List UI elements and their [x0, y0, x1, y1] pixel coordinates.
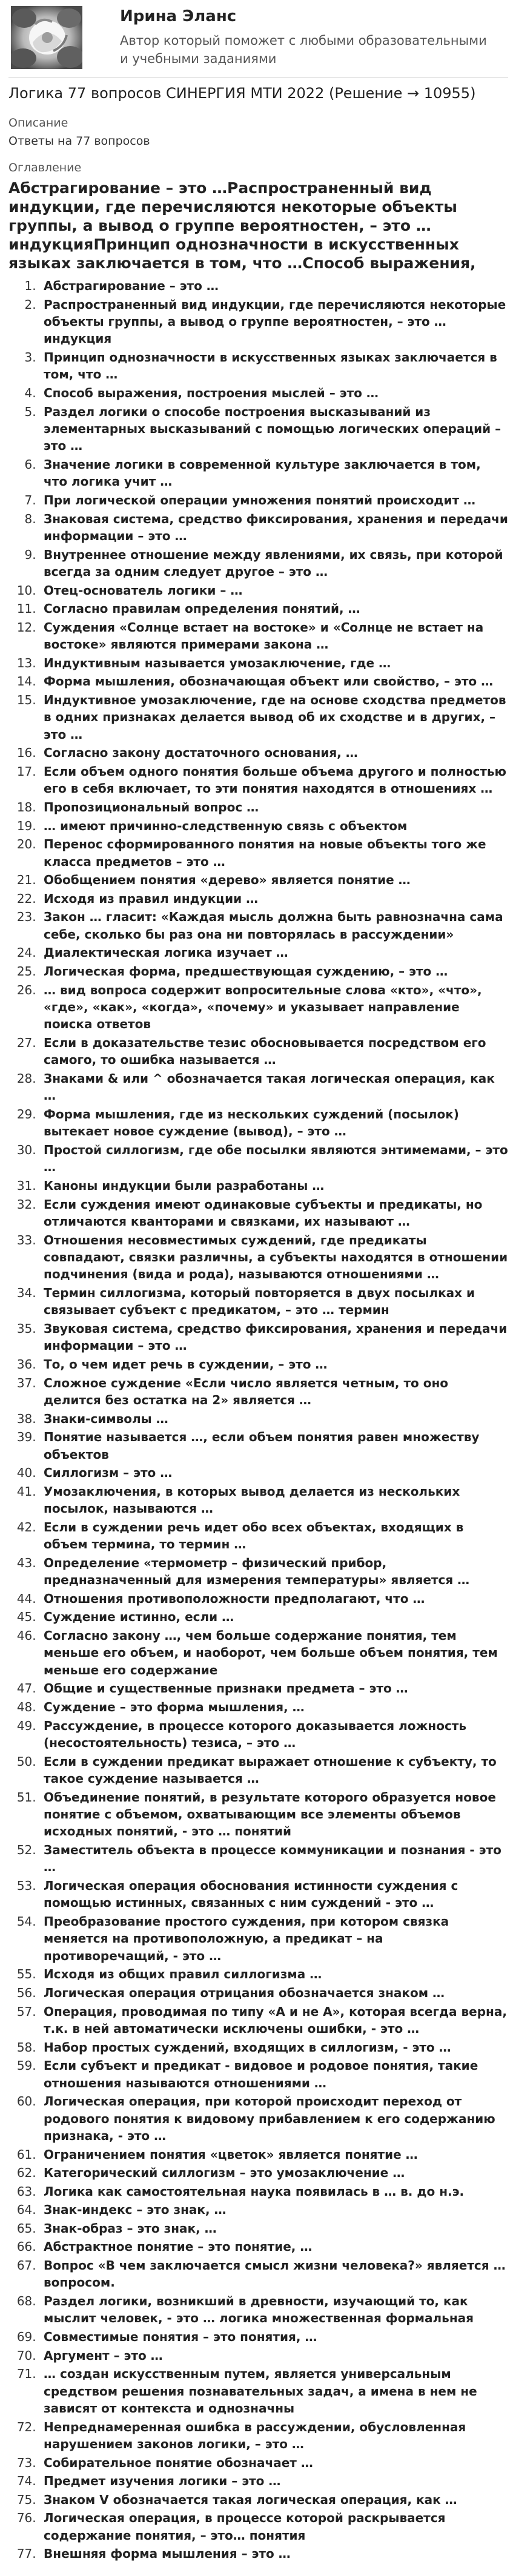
question-item: 72. Непреднамеренная ошибка в рассуждении, обусловленная нарушением законов логики, – это … — [40, 2419, 508, 2453]
question-item: 75. Знаком V обозначается такая логическая операция, как … — [40, 2491, 508, 2508]
question-item: 2. Распространенный вид индукции, где перечисляются некоторые объекты группы, а вывод о группе вероятностен, – это … индукция — [40, 296, 508, 348]
description-label: Описание — [8, 116, 68, 130]
question-item: 60. Логическая операция, при которой происходит переход от родового понятия к видовому прибавлением к его содержанию признака, - это … — [40, 2093, 508, 2144]
question-item: 20. Перенос сформированного понятия на новые объекты того же класса предметов – это … — [40, 836, 508, 870]
contents-label: Оглавление — [8, 161, 82, 174]
question-item: 37. Сложное суждение «Если число является четным, то оно делится без остатка на 2» является … — [40, 1375, 508, 1409]
question-item: 55. Исходя из общих правил силлогизма … — [40, 1966, 508, 1983]
question-item: 48. Суждение – это форма мышления, … — [40, 1699, 508, 1716]
question-item: 76. Логическая операция, в процессе которой раскрывается содержание понятия, – это… понятия — [40, 2509, 508, 2544]
question-item: 10. Отец-основатель логики – … — [40, 582, 508, 599]
question-item: 43. Определение «термометр – физический прибор, предназначенный для измерения температуры» является … — [40, 1554, 508, 1589]
question-item: 5. Раздел логики о способе построения высказываний из элементарных высказываний с помощью логических операций – это … — [40, 403, 508, 455]
question-item: 52. Заместитель объекта в процессе коммуникации и познания - это … — [40, 1841, 508, 1876]
question-item: 49. Рассуждение, в процессе которого доказывается ложность (несостоятельность) тезиса, – это … — [40, 1717, 508, 1752]
question-item: 44. Отношения противоположности предполагают, что … — [40, 1590, 508, 1607]
question-item: 12. Суждения «Солнце встает на востоке» и «Солнце не встает на востоке» являются примерами закона … — [40, 619, 508, 653]
question-item: 18. Пропозициональный вопрос … — [40, 799, 508, 816]
question-item: 22. Исходя из правил индукции … — [40, 890, 508, 907]
question-item: 64. Знак-индекс – это знак, … — [40, 2201, 508, 2218]
question-item: 67. Вопрос «В чем заключается смысл жизни человека?» является … вопросом. — [40, 2257, 508, 2291]
question-item: 36. То, о чем идет речь в суждении, – это … — [40, 1356, 508, 1373]
question-item: 1. Абстрагирование – это … — [40, 277, 508, 294]
question-item: 25. Логическая форма, предшествующая суждению, – это … — [40, 963, 508, 980]
question-item: 23. Закон … гласит: «Каждая мысль должна быть равнозначна сама себе, сколько бы раз она ни повторялась в рассуждении» — [40, 908, 508, 943]
question-item: 68. Раздел логики, возникший в древности, изучающий то, как мыслит человек, - это … логика множественная формальная — [40, 2293, 508, 2327]
avatar[interactable] — [11, 6, 82, 69]
author-name[interactable]: Ирина Эланс — [120, 7, 237, 25]
question-item: 3. Принцип однозначности в искусственных языках заключается в том, что … — [40, 349, 508, 383]
question-item: 14. Форма мышления, обозначающая объект или свойство, – это … — [40, 673, 508, 690]
question-item: 26. … вид вопроса содержит вопросительные слова «кто», «что», «где», «как», «когда», «почему» и указывает направление поиска ответов — [40, 982, 508, 1033]
question-item: 9. Внутреннее отношение между явлениями, их связь, при которой всегда за одним следует другое – это … — [40, 546, 508, 581]
question-item: 27. Если в доказательстве тезис обосновывается посредством его самого, то ошибка называется … — [40, 1034, 508, 1069]
description-text: Ответы на 77 вопросов — [8, 134, 150, 148]
question-item: 17. Если объем одного понятия больше объема другого и полностью его в себя включает, то эти понятия находятся в отношениях … — [40, 763, 508, 798]
contents-lead: Абстрагирование – это …Распространенный вид индукции, где перечисляются некоторые объекты группы, а вывод о группе вероятностен, – это … индукцияПринцип однозначности в искусственных языках заключается в том, что …Способ выражения, — [8, 179, 476, 272]
question-item: 11. Согласно правилам определения понятий, … — [40, 600, 508, 617]
question-item: 21. Обобщением понятия «дерево» является понятие … — [40, 871, 508, 888]
avatar-image — [11, 6, 82, 69]
question-item: 62. Категорический силлогизм – это умозаключение … — [40, 2164, 508, 2181]
question-item: 33. Отношения несовместимых суждений, где предикаты совпадают, связки различны, а субъекты находятся в отношении подчинения (вида и рода), называются отношениями … — [40, 1232, 508, 1283]
question-item: 58. Набор простых суждений, входящих в силлогизм, - это … — [40, 2039, 508, 2056]
question-item: 19. … имеют причинно-следственную связь с объектом — [40, 817, 508, 834]
question-item: 53. Логическая операция обоснования истинности суждения с помощью истинных, связанных с ним суждений - это … — [40, 1877, 508, 1912]
question-item: 16. Согласно закону достаточного основания, … — [40, 744, 508, 761]
question-item: 65. Знак-образ – это знак, … — [40, 2220, 508, 2237]
author-description: Автор который поможет с любыми образовательными и учебными заданиями — [120, 33, 487, 66]
question-item: 4. Способ выражения, построения мыслей – это … — [40, 385, 508, 401]
question-item: 7. При логической операции умножения понятий происходит … — [40, 492, 508, 509]
author-info — [120, 6, 495, 68]
questions-list — [8, 277, 508, 2563]
question-item: 35. Звуковая система, средство фиксирования, хранения и передачи информации – это … — [40, 1320, 508, 1355]
question-item: 30. Простой силлогизм, где обе посылки являются энтимемами, – это … — [40, 1141, 508, 1176]
question-item: 57. Операция, проводимая по типу «А и не А», которая всегда верна, т.к. в ней автоматически исключены ошибки, - это … — [40, 2003, 508, 2038]
question-item: 34. Термин силлогизма, который повторяется в двух посылках и связывает субъект с предикатом, – это … термин — [40, 1284, 508, 1319]
question-item: 77. Внешняя форма мышления – это … — [40, 2545, 508, 2562]
question-item: 51. Объединение понятий, в результате которого образуется новое понятие с объемом, охватывающим все элементы объемов исходных понятий, - это … понятий — [40, 1789, 508, 1840]
question-item: 61. Ограничением понятия «цветок» является понятие … — [40, 2146, 508, 2163]
question-item: 38. Знаки-символы … — [40, 1410, 508, 1427]
author-card — [8, 0, 508, 71]
question-item: 45. Суждение истинно, если … — [40, 1608, 508, 1625]
question-item: 54. Преобразование простого суждения, при котором связка меняется на противоположную, а предикат – на противоречащий, - это … — [40, 1913, 508, 1964]
question-item: 63. Логика как самостоятельная наука появилась в … в. до н.э. — [40, 2183, 508, 2200]
question-item: 69. Совместимые понятия – это понятия, … — [40, 2328, 508, 2345]
question-item: 50. Если в суждении предикат выражает отношение к субъекту, то такое суждение называется … — [40, 1753, 508, 1788]
question-item: 32. Если суждения имеют одинаковые субъекты и предикаты, но отличаются кванторами и связками, их называют … — [40, 1196, 508, 1230]
question-item: 46. Согласно закону …, чем больше содержание понятия, тем меньше его объем, и наоборот, чем больше объем понятия, тем меньше его содержание — [40, 1627, 508, 1679]
question-item: 15. Индуктивное умозаключение, где на основе сходства предметов в одних признаках делается вывод об их сходстве и в других, – это … — [40, 692, 508, 743]
question-item: 70. Аргумент – это … — [40, 2347, 508, 2364]
question-item: 42. Если в суждении речь идет обо всех объектах, входящих в объем термина, то термин … — [40, 1519, 508, 1553]
question-item: 59. Если субъект и предикат - видовое и родовое понятия, такие отношения называются отношениями … — [40, 2057, 508, 2092]
question-item: 13. Индуктивным называется умозаключение, где … — [40, 655, 508, 672]
question-item: 56. Логическая операция отрицания обозначается знаком … — [40, 1984, 508, 2001]
question-item: 31. Каноны индукции были разработаны … — [40, 1177, 508, 1194]
question-item: 28. Знаками & или ^ обозначается такая логическая операция, как … — [40, 1070, 508, 1105]
question-item: 40. Силлогизм – это … — [40, 1464, 508, 1481]
question-item: 74. Предмет изучения логики – это … — [40, 2472, 508, 2489]
question-item: 71. … создан искусственным путем, является универсальным средством решения познавательных задач, а имена в нем не зависят от контекста и однозначны — [40, 2365, 508, 2417]
question-item: 29. Форма мышления, где из нескольких суждений (посылок) вытекает новое суждение (вывод), – это … — [40, 1106, 508, 1140]
question-item: 73. Собирательное понятие обозначает … — [40, 2454, 508, 2471]
question-item: 24. Диалектическая логика изучает … — [40, 944, 508, 961]
question-item: 47. Общие и существенные признаки предмета – это … — [40, 1680, 508, 1697]
question-item: 66. Абстрактное понятие – это понятие, … — [40, 2238, 508, 2255]
question-item: 8. Знаковая система, средство фиксирования, хранения и передачи информации – это … — [40, 510, 508, 545]
question-item: 41. Умозаключения, в которых вывод делается из нескольких посылок, называются … — [40, 1483, 508, 1518]
work-title: Логика 77 вопросов СИНЕРГИЯ МТИ 2022 (Решение → 10955) — [8, 85, 476, 102]
question-item: 39. Понятие называется …, если объем понятия равен множеству объектов — [40, 1428, 508, 1463]
question-item: 6. Значение логики в современной культуре заключается в том, что логика учит … — [40, 456, 508, 490]
